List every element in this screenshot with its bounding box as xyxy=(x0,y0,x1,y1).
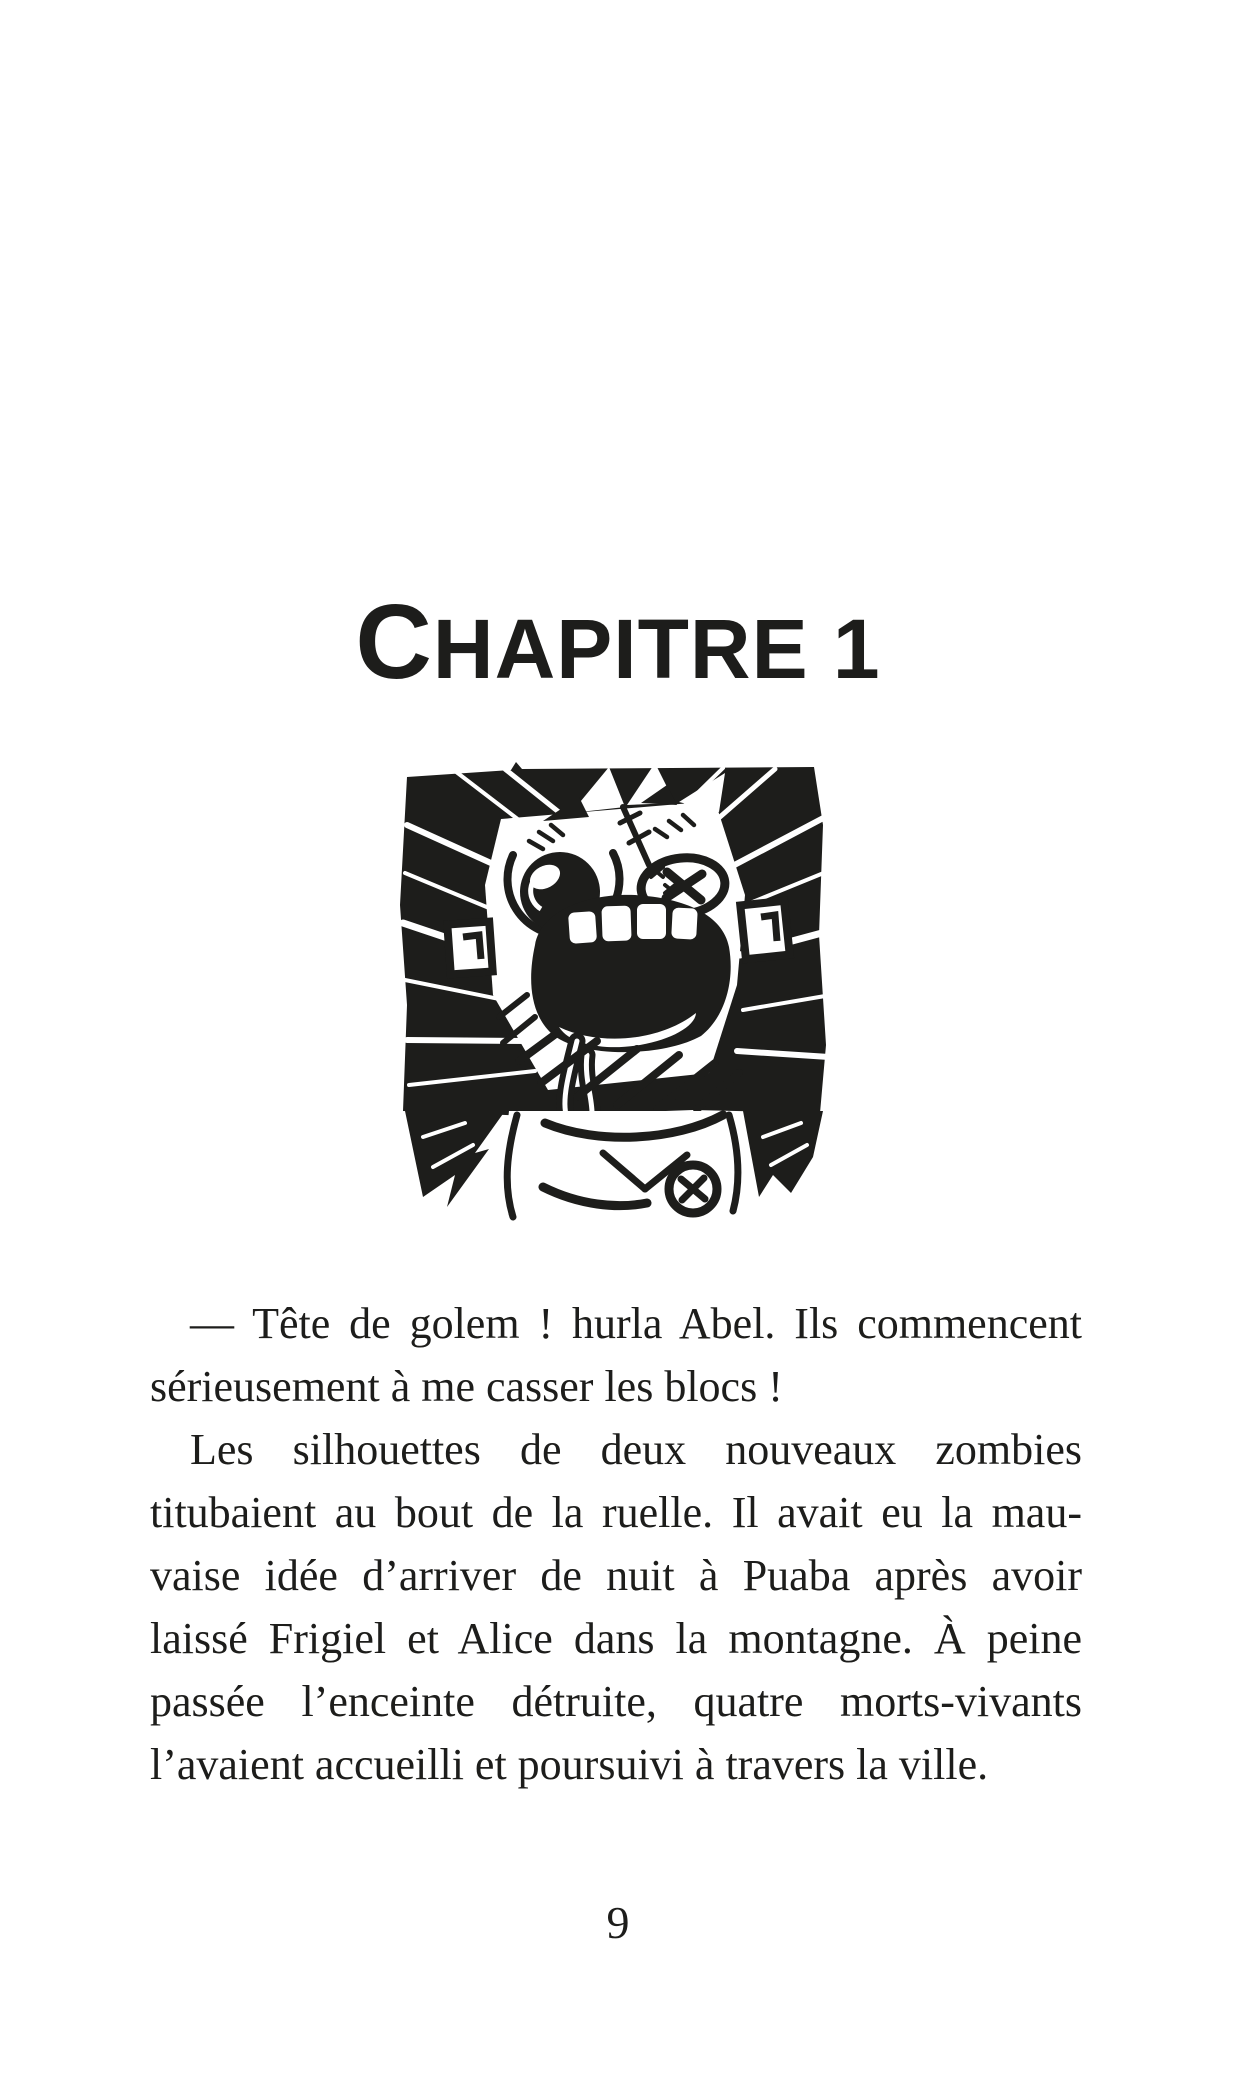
page-number: 9 xyxy=(606,1897,630,1948)
body-text xyxy=(150,1292,1082,1796)
paragraph-narrative: Les silhouettes de deux nouveaux zombies titubaient au bout de la ruelle. Il avait eu la mauvaise idée d’arriver de nuit à Puaba après avoir laissé Frigiel et Alice dans la montagne. À peine passée l’enceinte détruite, quatre morts-vivants l’avaient accueilli et poursuivi à travers la ville. xyxy=(150,1425,1082,1789)
chapter-heading: CHAPITRE 1 xyxy=(355,583,881,701)
paragraph-dialogue: — Tête de golem ! hurla Abel. Ils commencent sérieusement à me casser les blocs ! xyxy=(150,1299,1082,1411)
zombie-scream-illustration xyxy=(393,755,843,1225)
zombie-scream-drawing xyxy=(393,755,843,1225)
